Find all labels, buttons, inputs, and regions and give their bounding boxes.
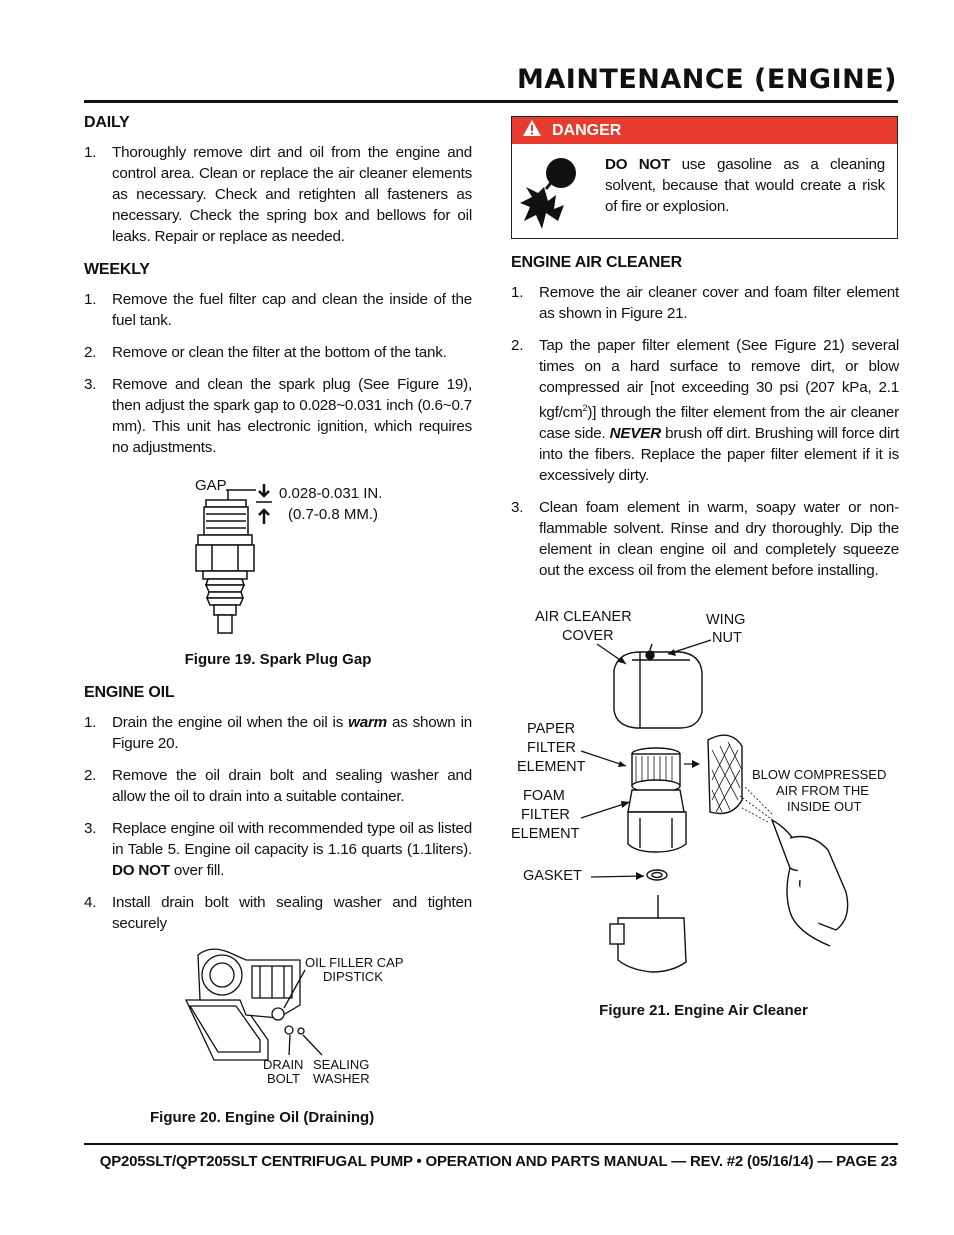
blow-air-label-line1: BLOW COMPRESSED [752, 767, 887, 782]
danger-text: DO NOT use gasoline as a cleaning solvent, because that would create a risk of fire or explosion. [605, 156, 885, 215]
gasket-label: GASKET [523, 868, 582, 884]
air-cleaner-cover-label-line2: COVER [562, 628, 614, 644]
header-rule [84, 100, 898, 103]
daily-steps [84, 142, 472, 247]
bolt-label: BOLT [267, 1071, 300, 1086]
list-item: 2. Remove or clean the filter at the bottom of the tank. [84, 344, 447, 361]
figure-21-caption: Figure 21. Engine Air Cleaner [599, 1002, 808, 1019]
left-column [84, 114, 472, 469]
air-cleaner-section [511, 254, 899, 592]
list-item: 3. Remove and clean the spark plug (See Figure 19), then adjust the spark gap to 0.028~0.031 inch (0.6~0.7 mm). This unit has electronic ignition, which requires no adjustments. [84, 376, 472, 456]
air-cleaner-steps [511, 282, 899, 581]
wing-nut-label-line1: WING [706, 612, 746, 628]
list-item: 3. Replace engine oil with recommended type oil as listed in Table 5. Engine oil capacity is 1.16 quarts (1.1liters). DO NOT over fill. [84, 820, 472, 879]
danger-header [512, 117, 897, 144]
oil-filler-cap-label: OIL FILLER CAP [305, 955, 404, 970]
dipstick-label: DIPSTICK [323, 969, 383, 984]
drain-label: DRAIN [263, 1057, 304, 1072]
gap-inches-label: 0.028-0.031 IN. [279, 485, 383, 502]
figure-20-caption: Figure 20. Engine Oil (Draining) [150, 1109, 375, 1126]
foam-filter-label-line3: ELEMENT [511, 826, 580, 842]
weekly-heading: WEEKLY [84, 261, 150, 278]
air-cleaner-heading: ENGINE AIR CLEANER [511, 254, 682, 271]
page-footer: QP205SLT/QPT205SLT CENTRIFUGAL PUMP • OPERATION AND PARTS MANUAL — REV. #2 (05/16/14) — PAGE 23 [99, 1153, 897, 1170]
sealing-label: SEALING [313, 1057, 370, 1072]
foam-filter-label-line2: FILTER [521, 807, 570, 823]
daily-heading: DAILY [84, 114, 130, 131]
list-item: 1. Thoroughly remove dirt and oil from the engine and control area. Clean or replace the air cleaner elements as necessary. Check and retighten all fasteners as necessary. Check the spring box and bellows for oil leaks. Repair or replace as needed. [84, 144, 472, 245]
warning-icon [522, 119, 542, 142]
paper-filter-label-line1: PAPER [527, 721, 576, 737]
wing-nut-label-line2: NUT [712, 630, 742, 646]
danger-label: DANGER [552, 121, 622, 139]
footer-rule [84, 1143, 898, 1145]
paper-filter-label-line3: ELEMENT [517, 759, 586, 775]
foam-filter-label-line1: FOAM [523, 788, 565, 804]
weekly-steps [84, 289, 472, 458]
blow-air-label-line3: INSIDE OUT [787, 799, 862, 814]
engine-oil-heading: ENGINE OIL [84, 684, 175, 701]
air-cleaner-cover-label-line1: AIR CLEANER [535, 609, 632, 625]
engine-oil-steps [84, 712, 472, 934]
list-item: 3. Clean foam element in warm, soapy water or non-flammable solvent. Rinse and dry thoroughly. Dip the element in clean engine oil and completely squeeze out the excess oil from the element before installing. [511, 499, 899, 580]
list-item: 4. Install drain bolt with sealing washer and tighten securely [84, 894, 472, 932]
blow-air-label-line2: AIR FROM THE [776, 783, 869, 798]
danger-box [511, 116, 898, 239]
washer-label: WASHER [313, 1071, 370, 1086]
list-item: 2. Remove the oil drain bolt and sealing washer and allow the oil to drain into a suitable container. [84, 767, 472, 805]
gap-mm-label: (0.7-0.8 MM.) [288, 506, 379, 523]
list-item: 1. Remove the air cleaner cover and foam filter element as shown in Figure 21. [511, 284, 899, 322]
page-title: MAINTENANCE (ENGINE) [517, 64, 897, 95]
list-item: 2. Tap the paper filter element (See Figure 21) several times on a hard surface to remove dirt, or blow compressed air [not exceeding 30 psi (207 kPa, 2.1 kgf/$cm^2$)] through the filter element from the air cleaner case side. NEVER brush off dirt. Brushing will force dirt into the fibers. Replace the paper filter element if it is excessively dirty. [511, 337, 899, 485]
engine-oil-section [84, 684, 472, 945]
explosion-icon [518, 149, 598, 239]
list-item: 1. Drain the engine oil when the oil is warm as shown in Figure 20. [84, 714, 472, 752]
paper-filter-label-line2: FILTER [527, 740, 576, 756]
gap-label: GAP [195, 477, 227, 494]
figure-19-caption: Figure 19. Spark Plug Gap [184, 651, 372, 668]
list-item: 1. Remove the fuel filter cap and clean the inside of the fuel tank. [84, 291, 472, 329]
